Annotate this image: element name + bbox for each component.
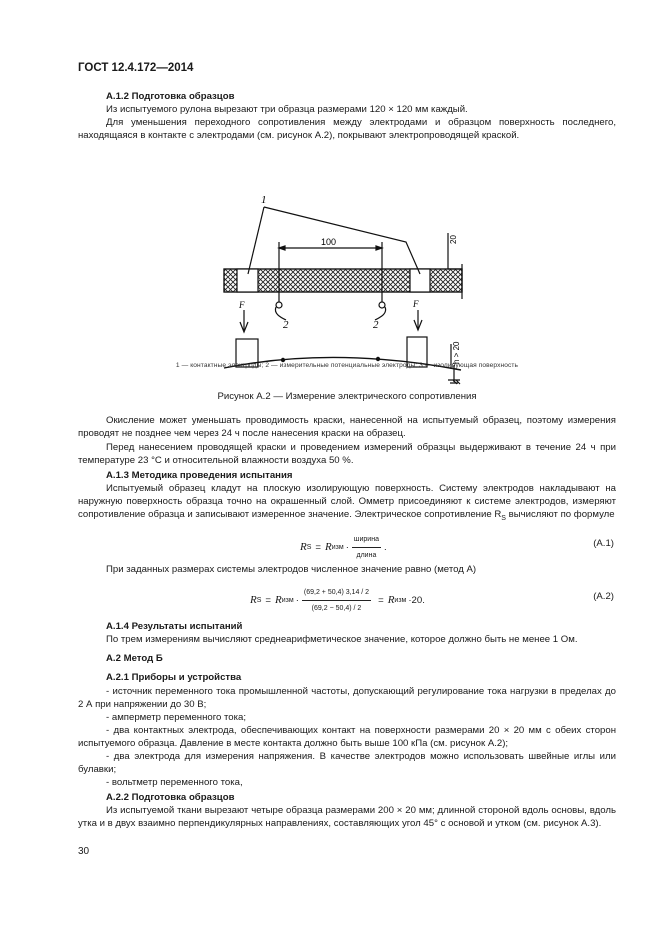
list-item: - источник переменного тока промышленной частоты, допускающий регулирование тока нагрузки в пределах до 2 А при напряжении до 30 В; — [78, 685, 616, 710]
paragraph: Для уменьшения переходного сопротивления между электродами и образцом поверхность последнего, находящаяся в контакте с электродами (см. рисунок А.2), покрывают электропроводящей краской. — [78, 117, 616, 142]
paragraph: Из испытуемого рулона вырезают три образца размерами 120 × 120 мм каждый. — [106, 104, 468, 116]
fraction: $\frac{\text{ширина}}{\text{длина}}$ — [352, 533, 381, 562]
formula-label: (А.1) — [593, 538, 614, 550]
figure-caption: Рисунок А.2 — Измерение электрического сопротивления — [217, 391, 477, 403]
fraction: $\frac{(69,2 + 50,4) 3,14 / 2}{(69,2 - 50,4) / 2}$ — [302, 586, 371, 615]
paragraph: При заданных размерах системы электродов численное значение равно (метод А) — [106, 564, 477, 576]
potential-electrode-left — [276, 302, 282, 308]
page-number: 30 — [78, 846, 90, 857]
section-title-a13: А.1.3 Методика проведения испытания — [106, 469, 293, 481]
electrode-diagram — [78, 142, 616, 414]
force-label-right: F — [413, 299, 419, 310]
list-item: - два электрода для измерения напряжения. В качестве электродов можно использовать швейные иглы или булавки; — [78, 750, 616, 776]
label-2-right: 2 — [373, 319, 379, 332]
label-2-left: 2 — [283, 319, 289, 332]
formula-a1: R S = R изм · $\frac{\text{ширина}}{\text{длина}}$ . (А.1) — [78, 525, 616, 563]
potential-electrode-right — [379, 302, 385, 308]
section-title-a14: А.1.4 Результаты испытаний — [106, 621, 243, 633]
section-title-a21: А.2.1 Приборы и устройства — [106, 672, 242, 684]
section-title-a22: А.2.2 Подготовка образцов — [106, 792, 235, 804]
paragraph: Перед нанесением проводящей краски и проведением измерений образцы выдерживают в течение 24 ч при температуре 23 °С и относительной влажности воздуха 50 %. — [78, 441, 616, 466]
figure-legend: 1 — контактные электроды; 2 — измерительные потенциальные электроды; 3 — изолирующая поверхность — [175, 362, 519, 370]
paragraph: По трем измерениям вычисляют среднеарифметическое значение, которое должно быть не менее 1 Ом. — [106, 634, 578, 646]
paragraph: Из испытуемой ткани вырезают четыре образца размерами 200 × 20 мм; длинной стороной вдоль основы, вдоль утка и в двух взаимно перпендикулярных направлениях, составляющих угол 45° с основой и утком (см. рисунок А.3). — [78, 805, 616, 830]
formula-a2: R S = R изм · $\frac{(69,2 + 50,4) 3,14 / 2}{(69,2 - 50,4) / 2}$ = R изм ·20. (А.2) — [78, 576, 616, 618]
formula-label: (А.2) — [593, 591, 614, 603]
paragraph: Испытуемый образец кладут на плоскую изолирующую поверхность. Систему электродов накладывают на наружную поверхность образца точно на окрашенный слой. Омметр присоединяют к системе электродов, измеряют сопротивление образца и записывают измеренное значение. Электрическое сопротивление $R_S$ вычисляют по формуле — [78, 482, 616, 522]
contact-electrode-left — [237, 269, 258, 292]
section-title-a12: А.1.2 Подготовка образцов — [106, 91, 235, 102]
list-item: - вольтметр переменного тока, — [106, 777, 243, 789]
section-title-a2: А.2 Метод Б — [106, 653, 163, 665]
list-item: - амперметр переменного тока; — [106, 711, 247, 723]
figure-a2 — [78, 142, 616, 414]
paragraph: Окисление может уменьшать проводимость краски, нанесенной на испытуемый образец, поэтому измерения проводят не позднее чем через 24 ч после нанесения краски на образец. — [78, 415, 616, 440]
document-header: ГОСТ 12.4.172—2014 — [78, 62, 194, 74]
force-label-left: F — [239, 300, 245, 311]
dimension-100: 100 — [321, 237, 337, 248]
height-label: h > 20 — [452, 341, 461, 365]
contact-electrode-right — [410, 269, 430, 292]
list-item: - два контактных электрода, обеспечивающих контакт на поверхности размерами 20 × 20 мм с обеих сторон испытуемого образца. Давление в месте контакта должно быть выше 100 кПа (см. рисунок А.2); — [78, 724, 616, 749]
label-1: 1 — [261, 194, 267, 207]
page-content — [78, 90, 616, 831]
dimension-20: 20 — [449, 235, 458, 245]
